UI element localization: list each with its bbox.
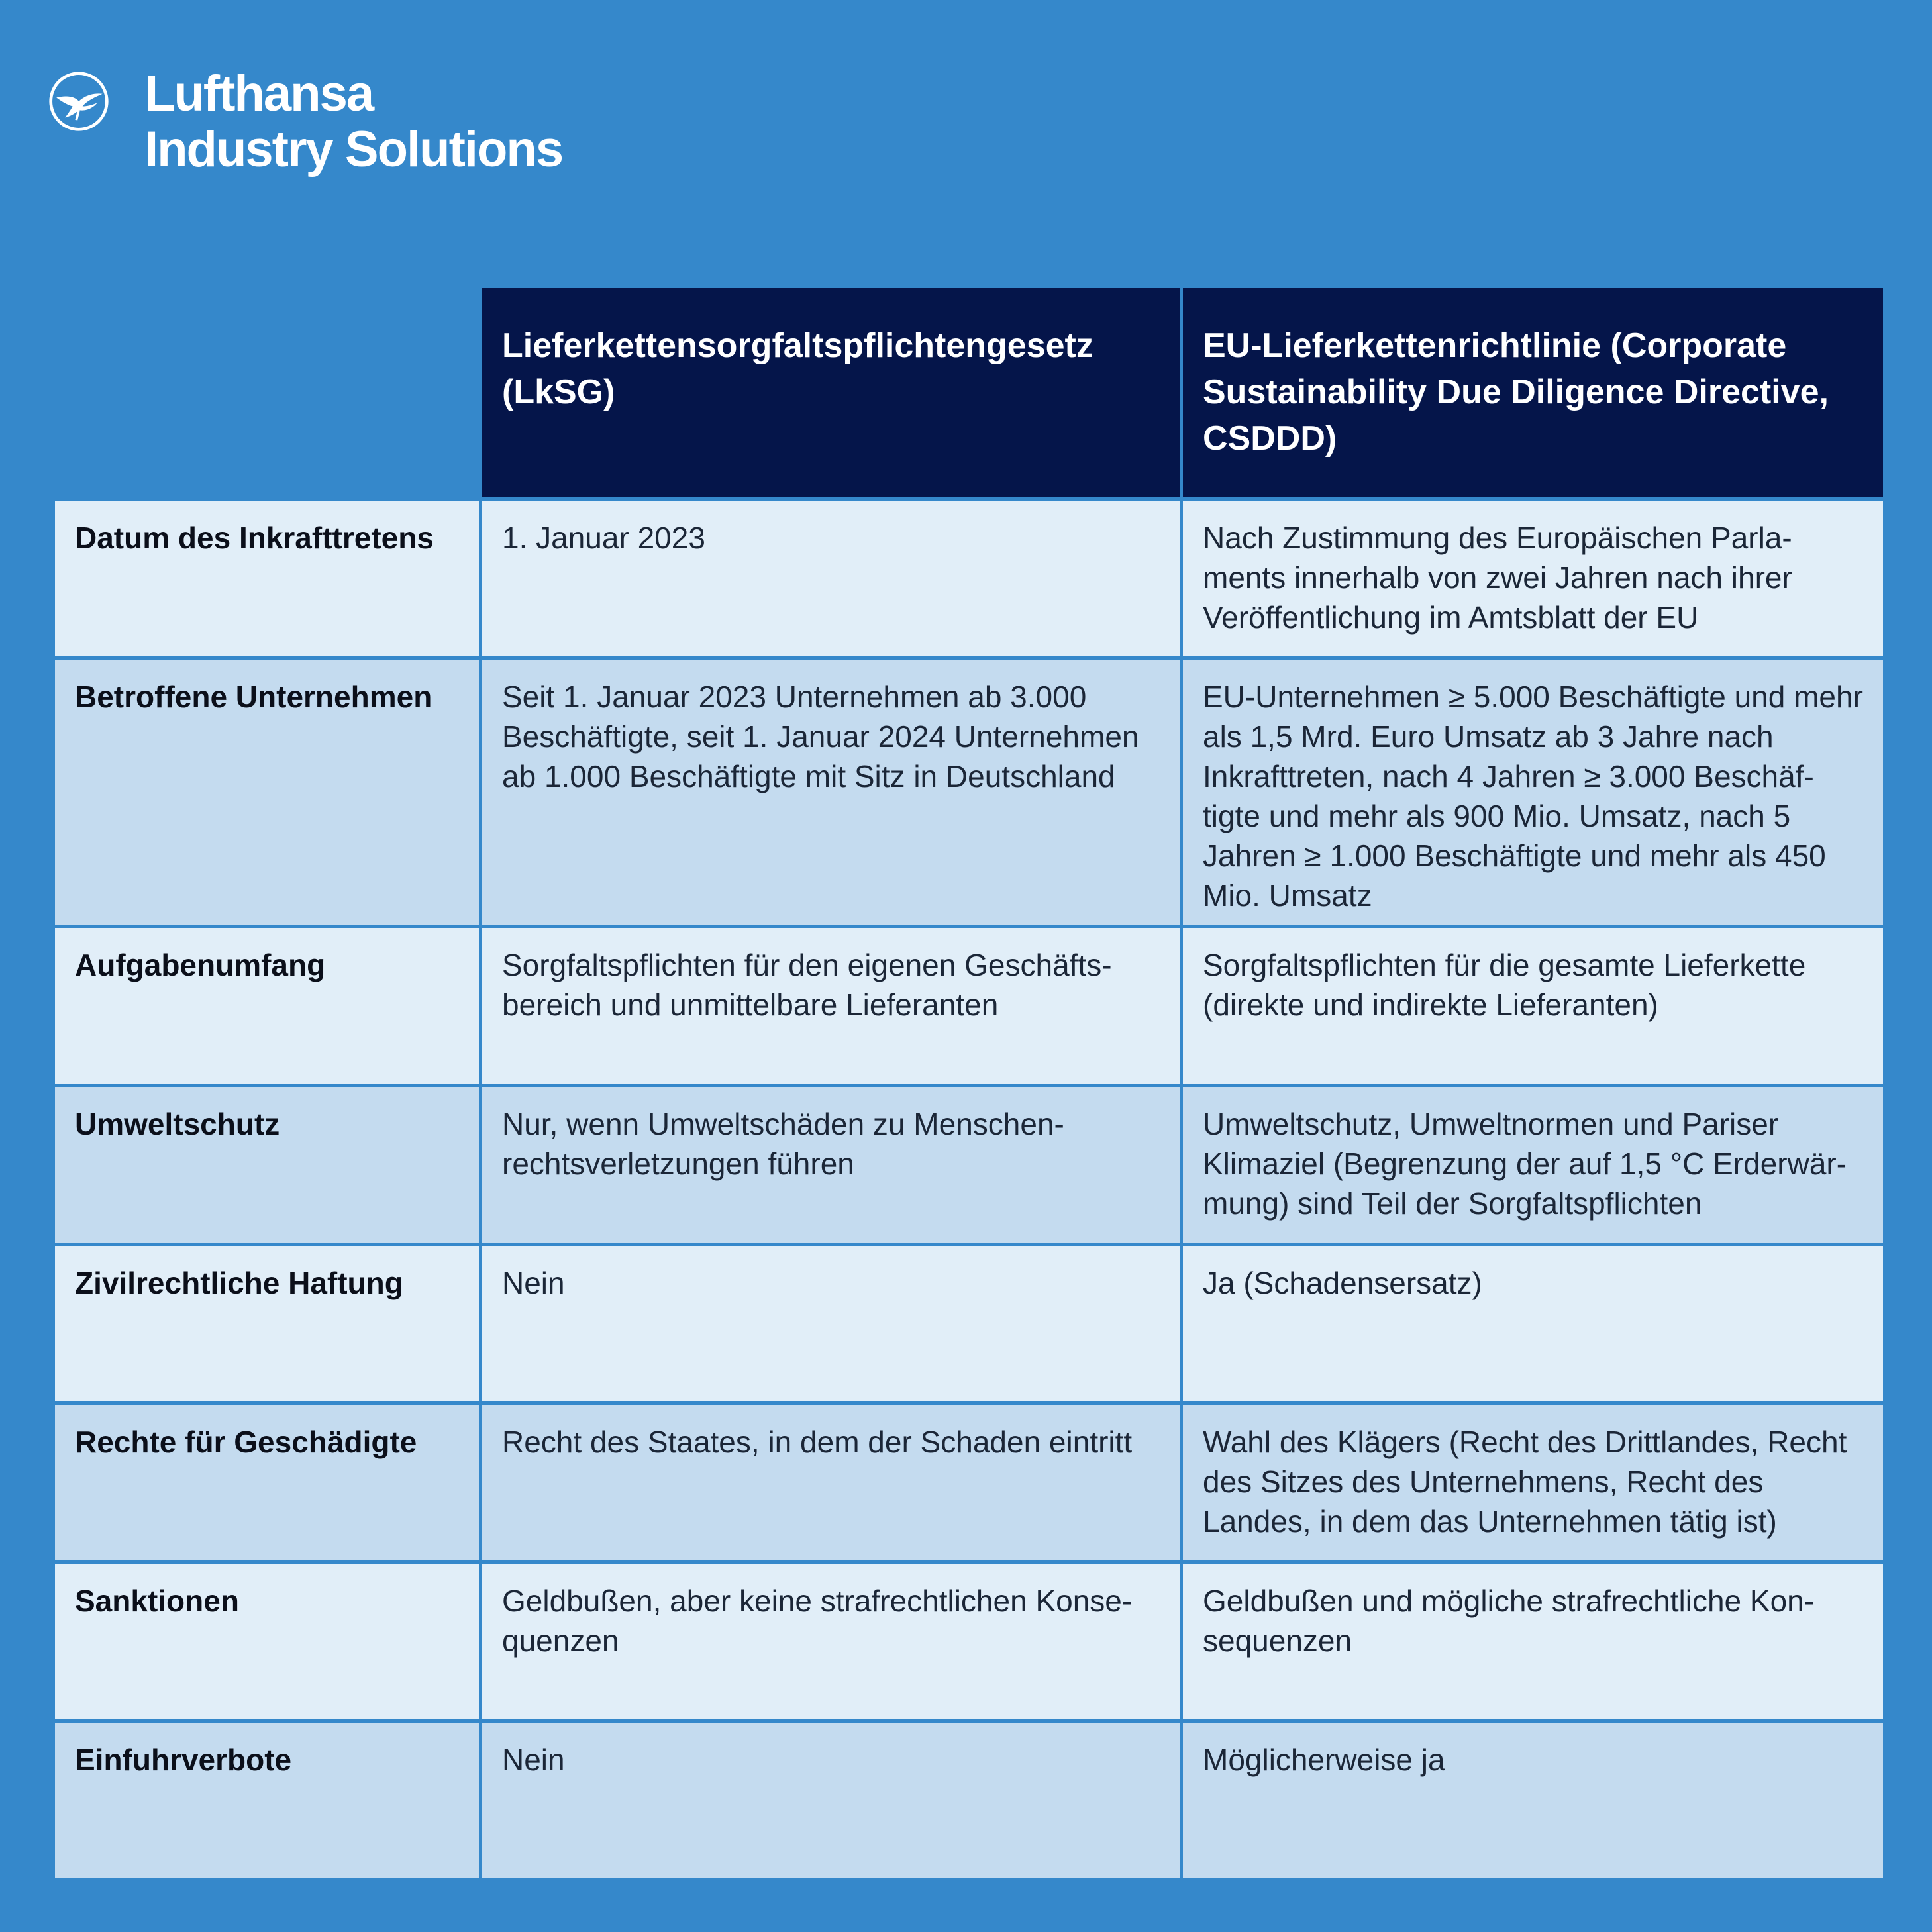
table-row (54, 1721, 1885, 1880)
cell-csddd: Sorgfaltspflichten für die gesamte Lieferkette (direkte und indirekte Lieferanten) (1182, 926, 1885, 1085)
cell-lksg: 1. Januar 2023 (481, 499, 1182, 658)
logo-line-1: Lufthansa (144, 66, 374, 122)
logo-line-2: Industry Solutions (144, 121, 563, 178)
table-row (54, 1562, 1885, 1721)
row-label: Umweltschutz (54, 1085, 481, 1244)
brand-logo (48, 66, 562, 178)
cell-csddd: Umweltschutz, Umweltnormen und Pariser Klimaziel (Begrenzung der auf 1,5 °C Erderwär-mung) sind Teil der Sorgfaltspflichten (1182, 1085, 1885, 1244)
row-label: Datum des Inkrafttretens (54, 499, 481, 658)
table-row (54, 658, 1885, 926)
table-row (54, 1085, 1885, 1244)
header-csddd: EU-Lieferkettenrichtlinie (Corporate Sustainability Due Diligence Directive, CSDDD) (1182, 288, 1885, 499)
cell-lksg: Nur, wenn Umweltschäden zu Menschen-rechtsverletzungen führen (481, 1085, 1182, 1244)
cell-lksg: Seit 1. Januar 2023 Unternehmen ab 3.000 Beschäftigte, seit 1. Januar 2024 Unternehmen ab 1.000 Beschäftigte mit Sitz in Deutschland (481, 658, 1182, 926)
cell-lksg: Sorgfaltspflichten für den eigenen Geschäfts-bereich und unmittelbare Lieferanten (481, 926, 1182, 1085)
cell-lksg: Geldbußen, aber keine strafrechtlichen Konse-quenzen (481, 1562, 1182, 1721)
row-label: Sanktionen (54, 1562, 481, 1721)
cell-csddd: Möglicherweise ja (1182, 1721, 1885, 1880)
table-header-row (54, 288, 1885, 499)
cell-csddd: Nach Zustimmung des Europäischen Parla-ments innerhalb von zwei Jahren nach ihrer Veröffentlichung im Amtsblatt der EU (1182, 499, 1885, 658)
comparison-table (52, 288, 1886, 1882)
crane-icon (48, 70, 110, 132)
header-lksg: Lieferkettensorgfaltspflichtengesetz (LkSG) (481, 288, 1182, 499)
table-row (54, 499, 1885, 658)
row-label: Zivilrechtliche Haftung (54, 1244, 481, 1403)
row-label: Betroffene Unternehmen (54, 658, 481, 926)
row-label: Rechte für Geschädigte (54, 1403, 481, 1562)
cell-csddd: Ja (Schadensersatz) (1182, 1244, 1885, 1403)
cell-lksg: Nein (481, 1244, 1182, 1403)
header-empty-cell (54, 288, 481, 499)
table-row (54, 1244, 1885, 1403)
cell-csddd: Geldbußen und mögliche strafrechtliche Kon-sequenzen (1182, 1562, 1885, 1721)
cell-csddd: Wahl des Klägers (Recht des Drittlandes, Recht des Sitzes des Unternehmens, Recht des Landes, in dem das Unternehmen tätig ist) (1182, 1403, 1885, 1562)
cell-lksg: Nein (481, 1721, 1182, 1880)
cell-lksg: Recht des Staates, in dem der Schaden eintritt (481, 1403, 1182, 1562)
row-label: Aufgabenumfang (54, 926, 481, 1085)
table-row (54, 926, 1885, 1085)
brand-wordmark (144, 66, 562, 178)
table-row (54, 1403, 1885, 1562)
row-label: Einfuhrverbote (54, 1721, 481, 1880)
cell-csddd: EU-Unternehmen ≥ 5.000 Beschäftigte und mehr als 1,5 Mrd. Euro Umsatz ab 3 Jahre nach Inkrafttreten, nach 4 Jahren ≥ 3.000 Beschäf-tigte und mehr als 900 Mio. Umsatz, nach 5 Jahren ≥ 1.000 Beschäftigte und mehr als 450 Mio. Umsatz (1182, 658, 1885, 926)
